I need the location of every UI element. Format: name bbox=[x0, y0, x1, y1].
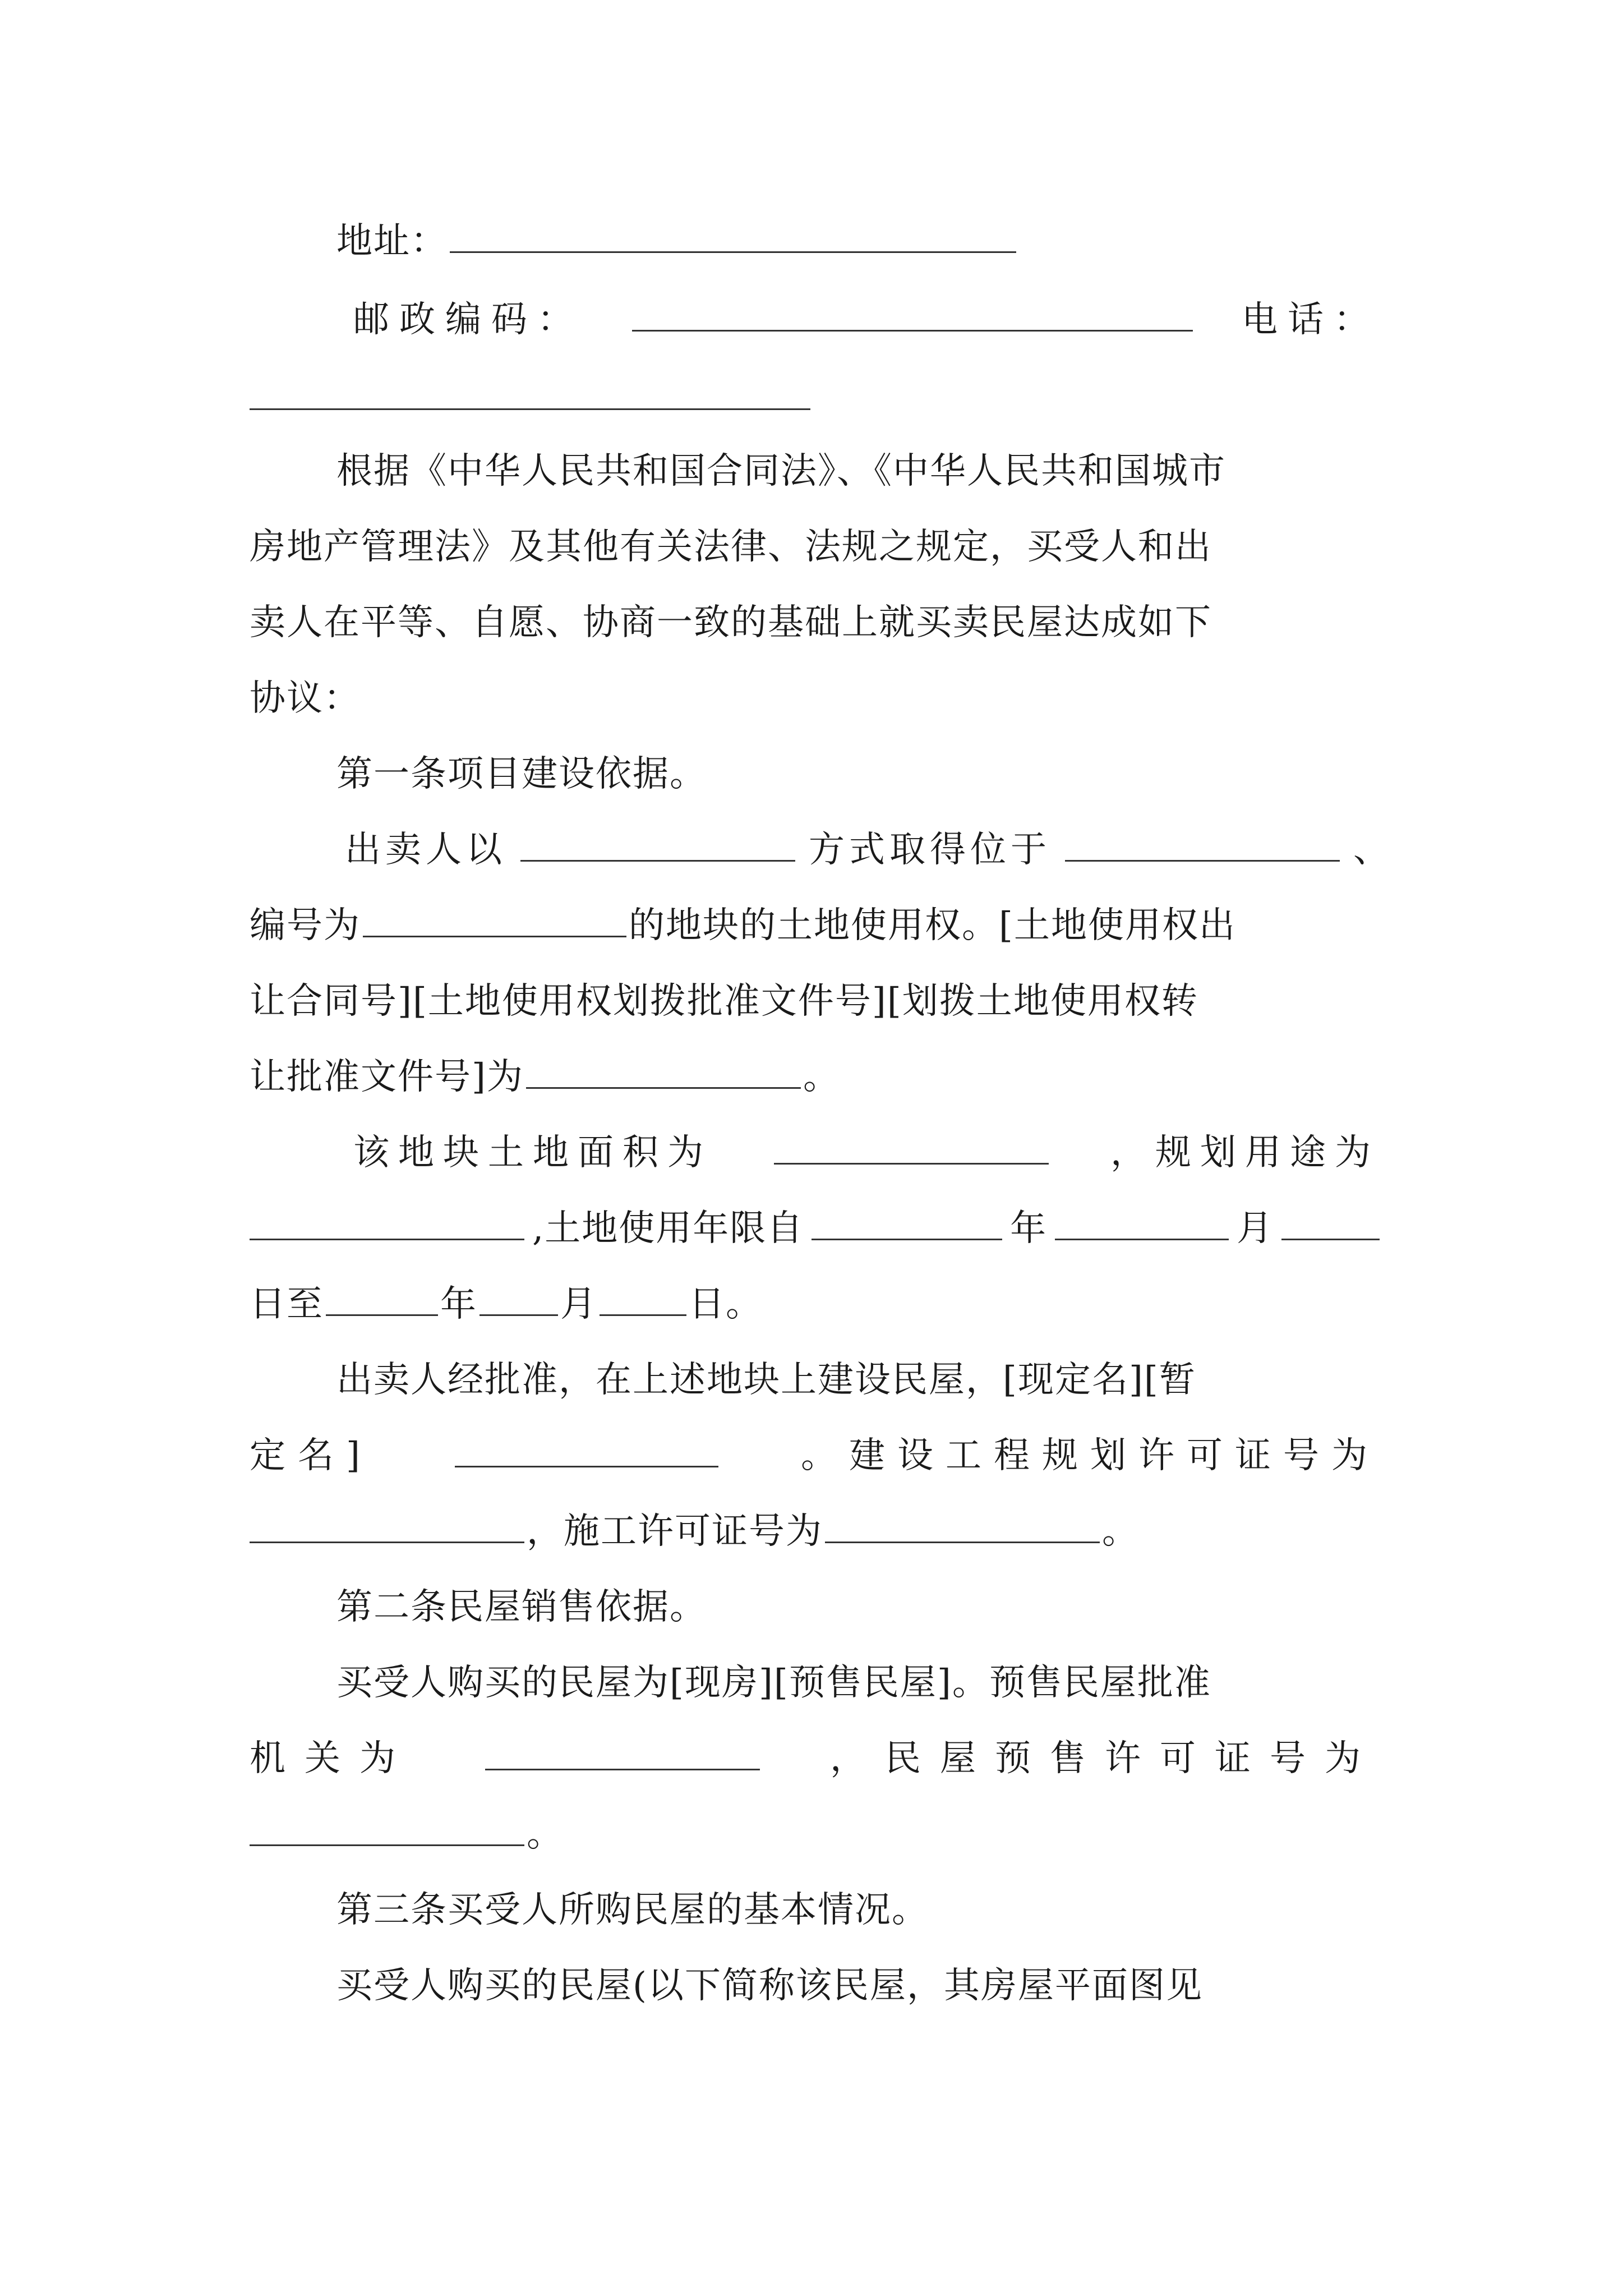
article-1-title: 第一条项目建设依据。 bbox=[336, 753, 707, 795]
a1-l9-text-2: 。建设工程规划许可证号为 bbox=[801, 1435, 1380, 1476]
parcel-number-blank[interactable] bbox=[363, 902, 626, 937]
a1-l5-text-2: ，规划用途为 bbox=[1110, 1132, 1380, 1174]
article-2-line-3 bbox=[250, 1806, 1380, 1862]
phone-blank-line bbox=[250, 370, 1380, 426]
term-start-month-blank[interactable] bbox=[1055, 1205, 1229, 1240]
a1-l2-text-1: 编号为 bbox=[250, 905, 361, 946]
a1-l9-text-1: 定名] bbox=[250, 1435, 372, 1476]
a1-l10-text-2: 。 bbox=[1102, 1511, 1139, 1552]
article-2-title: 第二条民屋销售依据。 bbox=[336, 1586, 707, 1628]
article-1-line-10 bbox=[250, 1503, 1380, 1559]
a1-l6-text-2: 年 bbox=[1010, 1208, 1048, 1249]
acquisition-method-blank[interactable] bbox=[520, 826, 795, 862]
land-area-blank[interactable] bbox=[774, 1129, 1049, 1165]
term-end-year-blank[interactable] bbox=[326, 1281, 438, 1316]
article-3-line-1: 买受人购买的民屋(以下简称该民屋，其房屋平面图见 bbox=[336, 1965, 1203, 2007]
a1-l4-text-2: 。 bbox=[803, 1056, 840, 1098]
term-start-year-blank[interactable] bbox=[811, 1205, 1002, 1240]
construction-permit-blank[interactable] bbox=[825, 1508, 1100, 1543]
a1-l2-text-2: 的地块的土地使用权。[土地使用权出 bbox=[629, 905, 1236, 946]
a1-l7-text-1: 日至 bbox=[250, 1283, 324, 1325]
a1-l1-text-3: 、 bbox=[1353, 829, 1394, 871]
term-end-month-blank[interactable] bbox=[479, 1281, 558, 1316]
article-1-line-5 bbox=[353, 1125, 1380, 1181]
intro-line-4: 协议： bbox=[250, 678, 361, 719]
article-2-line-1: 买受人购买的民屋为[现房][预售民屋]。预售民屋批准 bbox=[336, 1662, 1211, 1704]
a2-l2-text-1: 机关为 bbox=[250, 1738, 414, 1779]
a1-l10-text-1: ，施工许可证号为 bbox=[527, 1511, 823, 1552]
article-1-line-4 bbox=[250, 1049, 1380, 1105]
article-1-line-2 bbox=[250, 898, 1380, 954]
a1-l1-text-2: 方式取得位于 bbox=[809, 829, 1051, 871]
a1-l6-text-1: ,土地使用年限自 bbox=[532, 1208, 804, 1249]
article-1-line-7 bbox=[250, 1276, 1380, 1332]
intro-line-2: 房地产管理法》及其他有关法律、法规之规定，买受人和出 bbox=[250, 526, 1212, 568]
phone-blank[interactable] bbox=[250, 375, 810, 410]
article-1-line-1 bbox=[345, 822, 1394, 878]
a1-l7-text-3: 月 bbox=[560, 1283, 597, 1325]
article-1-line-3: 让合同号][土地使用权划拨批准文件号][划拨土地使用权转 bbox=[250, 981, 1198, 1022]
a2-l3-text-1: 。 bbox=[527, 1814, 564, 1855]
a1-l6-text-3: 月 bbox=[1237, 1208, 1274, 1249]
planned-use-blank[interactable] bbox=[250, 1205, 524, 1240]
a1-l4-text-1: 让批准文件号]为 bbox=[250, 1056, 524, 1098]
approval-doc-number-blank[interactable] bbox=[526, 1053, 801, 1089]
a2-l2-text-2: ，民屋预售许可证号为 bbox=[830, 1738, 1380, 1779]
phone-label: 电话： bbox=[1242, 299, 1380, 341]
a1-l7-text-4: 日。 bbox=[689, 1283, 763, 1325]
intro-line-3: 卖人在平等、自愿、协商一致的基础上就买卖民屋达成如下 bbox=[250, 602, 1212, 643]
approval-authority-blank[interactable] bbox=[485, 1735, 760, 1770]
address-label: 地址： bbox=[336, 220, 448, 262]
postal-code-blank[interactable] bbox=[632, 296, 1193, 332]
postal-label: 邮政编码： bbox=[353, 299, 583, 341]
building-name-blank[interactable] bbox=[455, 1432, 718, 1467]
address-line bbox=[336, 213, 1467, 269]
term-end-day-blank[interactable] bbox=[600, 1281, 686, 1316]
term-start-day-blank[interactable] bbox=[1281, 1205, 1380, 1240]
a1-l5-text-1: 该地块土地面积为 bbox=[353, 1132, 712, 1174]
presale-permit-blank[interactable] bbox=[250, 1811, 524, 1846]
planning-permit-blank[interactable] bbox=[250, 1508, 524, 1543]
article-1-line-9 bbox=[250, 1428, 1380, 1484]
article-2-line-2 bbox=[250, 1731, 1380, 1787]
article-1-line-6 bbox=[250, 1200, 1380, 1257]
article-3-title: 第三条买受人所购民屋的基本情况。 bbox=[336, 1889, 929, 1931]
article-1-line-8: 出卖人经批准，在上述地块上建设民屋，[现定名][暂 bbox=[336, 1359, 1196, 1401]
a1-l1-text-1: 出卖人以 bbox=[345, 829, 506, 871]
intro-line-1: 根据《中华人民共和国合同法》、《中华人民共和国城市 bbox=[336, 450, 1226, 492]
a1-l7-text-2: 年 bbox=[440, 1283, 477, 1325]
address-blank[interactable] bbox=[450, 218, 1016, 253]
location-blank[interactable] bbox=[1065, 826, 1340, 862]
postal-phone-line bbox=[353, 292, 1380, 348]
